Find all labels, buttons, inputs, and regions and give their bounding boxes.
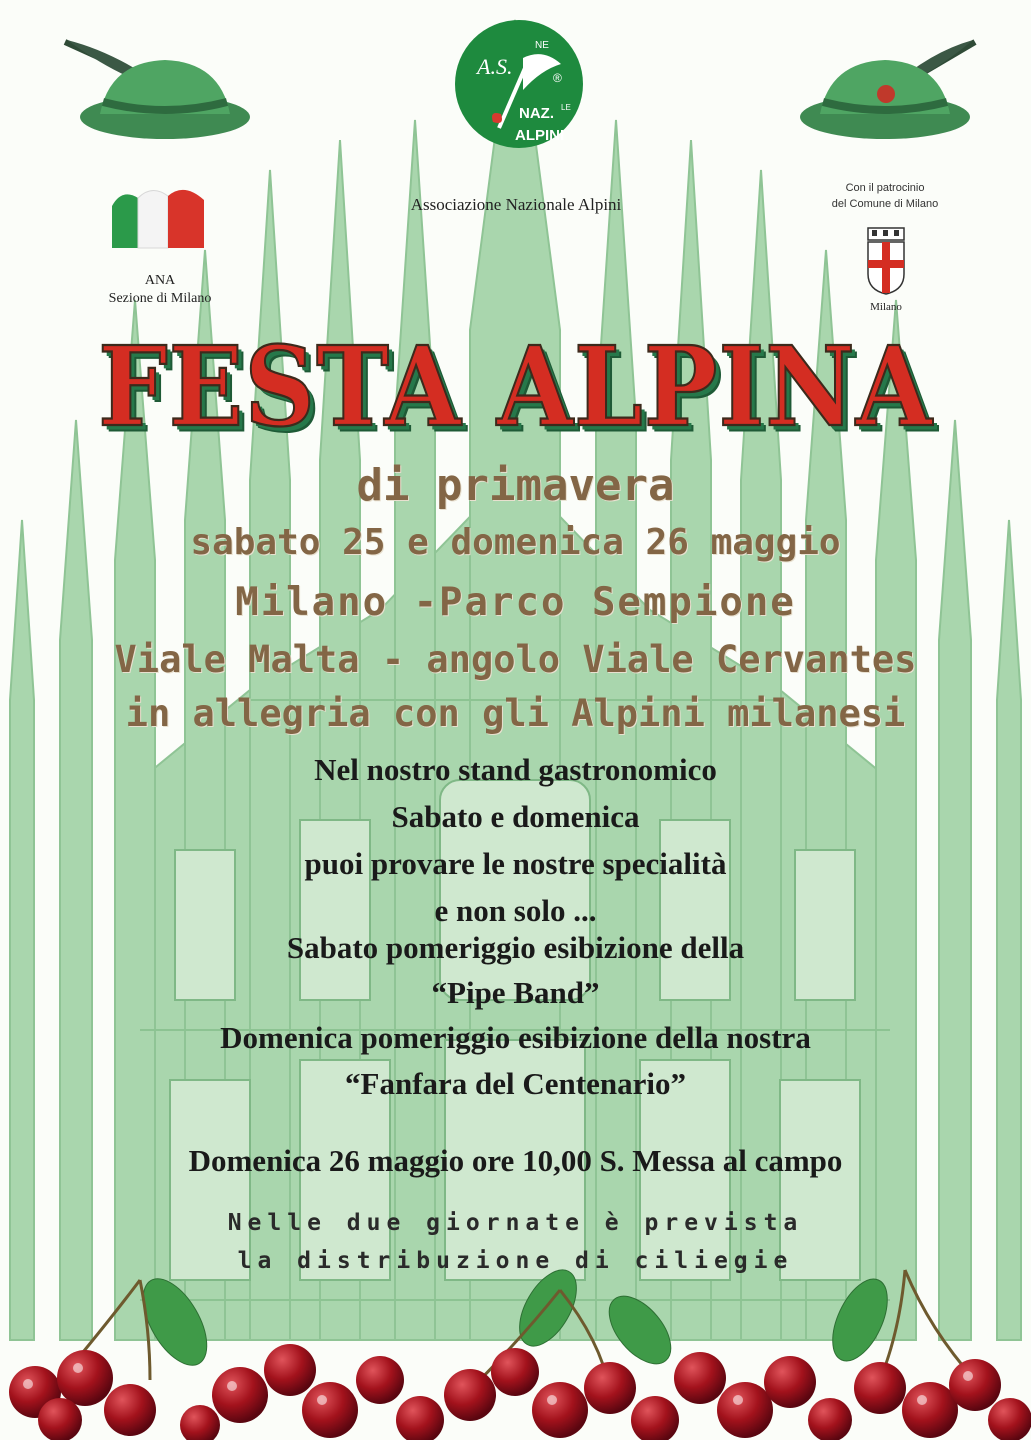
program-line-3: puoi provare le nostre specialità	[304, 846, 727, 881]
logo-le-text: LE	[561, 103, 571, 112]
alpine-hat-right-icon	[790, 22, 990, 152]
milano-coat-of-arms-icon	[862, 226, 910, 296]
poster-title: FESTA ALPINA	[98, 323, 933, 452]
program-line-7: Domenica pomeriggio esibizione della nostra	[220, 1020, 811, 1055]
cherries-decoration	[0, 1260, 1031, 1440]
subtitle-dates: sabato 25 e domenica 26 maggio	[190, 522, 841, 563]
association-name: Associazione Nazionale Alpini	[410, 195, 622, 214]
logo-as-text: A.S.	[477, 54, 513, 79]
logo-reg-text: ®	[553, 71, 562, 85]
program-line-1: Nel nostro stand gastronomico	[314, 752, 717, 787]
subtitle-slogan: in allegria con gli Alpini milanesi	[125, 692, 906, 735]
cherries-note-line-1: Nelle due giornate è prevista	[227, 1210, 804, 1236]
program-line-6: “Pipe Band”	[431, 975, 600, 1010]
alpine-hat-left-icon	[55, 22, 255, 152]
ana-logo	[453, 18, 585, 150]
logo-top-text: NE	[535, 40, 549, 51]
mass-announcement: Domenica 26 maggio ore 10,00 S. Messa al campo	[188, 1143, 843, 1178]
patronage-label-line2: del Comune di Milano	[831, 198, 939, 210]
logo-alpini-text: ALPINI	[515, 127, 565, 144]
patronage-label-line1: Con il patrocinio	[845, 182, 925, 194]
logo-naz-text: NAZ.	[519, 105, 554, 122]
subtitle-season: di primavera	[356, 460, 675, 511]
subtitle-location: Milano -Parco Sempione	[235, 580, 796, 625]
cherries-note-line-2: la distribuzione di ciliegie	[237, 1248, 794, 1274]
milano-label: Milano	[870, 301, 902, 313]
program-line-5: Sabato pomeriggio esibizione della	[286, 930, 745, 965]
ana-label: ANA	[144, 273, 176, 288]
italian-flag-icon	[108, 178, 208, 253]
program-line-8: “Fanfara del Centenario”	[345, 1066, 686, 1101]
subtitle-address: Viale Malta - angolo Viale Cervantes	[114, 638, 917, 681]
section-label: Sezione di Milano	[108, 291, 212, 306]
program-line-4: e non solo ...	[434, 893, 597, 928]
program-line-2: Sabato e domenica	[391, 799, 640, 834]
